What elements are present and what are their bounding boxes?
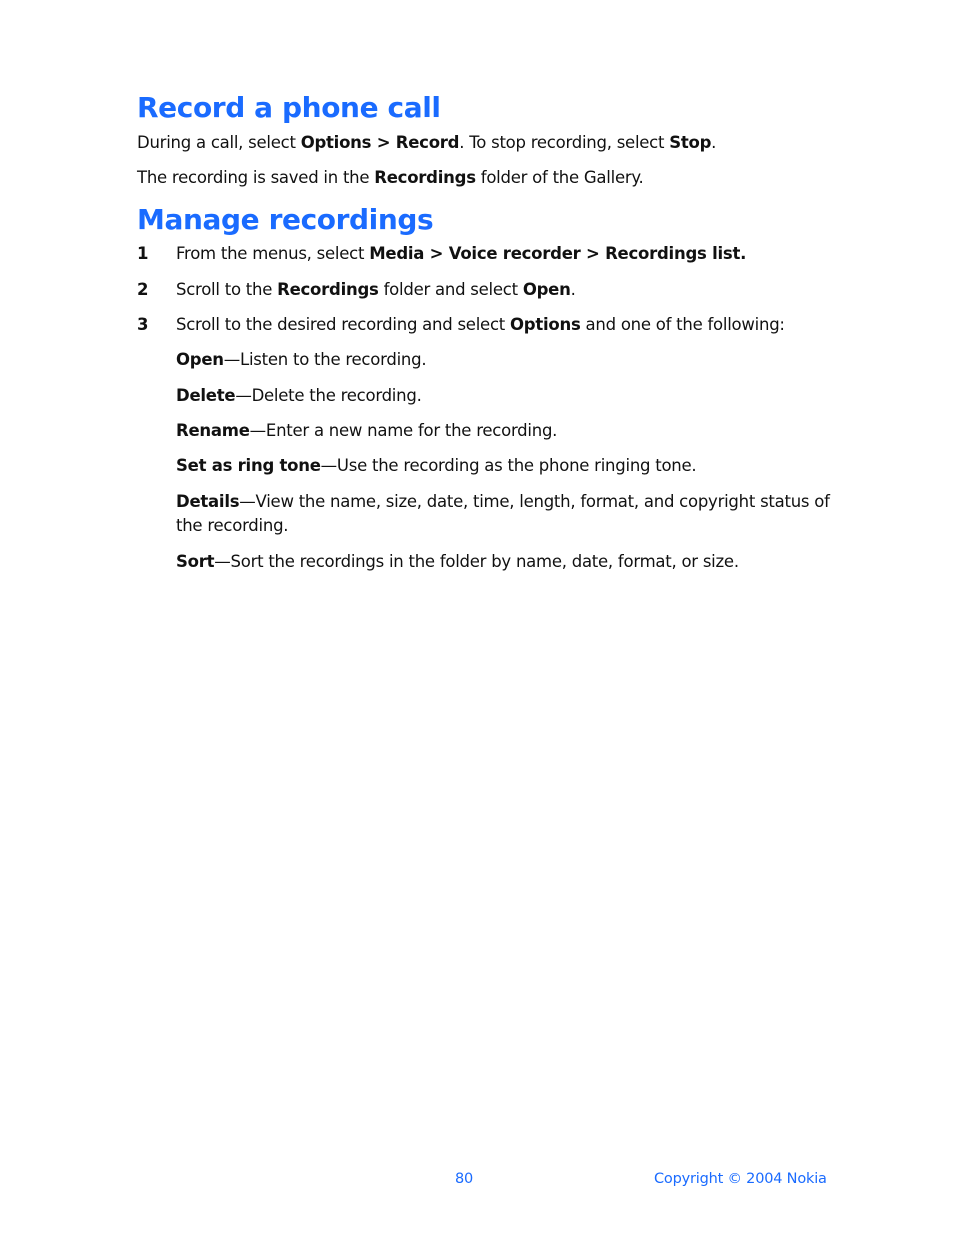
option-description: —Use the recording as the phone ringing tone. [320,456,697,475]
text-run: folder of the Gallery. [475,168,644,187]
step-text [176,278,576,302]
text-run: The recording is saved in the [137,168,375,187]
text-run: . [711,133,717,152]
option-item [176,348,831,372]
text-run: . [570,280,576,299]
option-item [176,384,831,408]
menu-path-options-record: Options > Record [300,133,460,152]
option-item [176,550,831,574]
option-description: —Delete the recording. [235,386,422,405]
option-term: Sort [176,552,215,571]
page-number: 80 [455,1171,474,1187]
folder-name: Recordings [277,280,379,299]
step-number: 2 [137,280,149,299]
text-run: Scroll to the desired recording and select [176,315,510,334]
option-term: Details [176,492,240,511]
menu-item-open: Open [522,280,571,299]
option-term: Open [176,350,224,369]
step-number: 1 [137,244,149,263]
option-item [176,419,831,443]
section-title-record-call: Record a phone call [137,91,441,124]
section-title-manage-recordings: Manage recordings [137,203,434,236]
option-description: —Enter a new name for the recording. [249,421,558,440]
text-run: . To stop recording, select [459,133,670,152]
option-term: Rename [176,421,250,440]
option-description: —Sort the recordings in the folder by name, date, format, or size. [214,552,739,571]
text-run: From the menus, select [176,244,370,263]
text-run: Scroll to the [176,280,278,299]
option-description: —View the name, size, date, time, length, format, and copyright status of the recording. [176,492,830,535]
step-text [176,313,785,337]
step-text [176,242,746,266]
option-description: —Listen to the recording. [223,350,427,369]
menu-path: Media > Voice recorder > Recordings list. [369,244,747,263]
menu-item-stop: Stop [669,133,712,152]
option-term: Set as ring tone [176,456,321,475]
recording-saved-note [137,166,644,190]
text-run: During a call, select [137,133,301,152]
folder-name-recordings: Recordings [374,168,476,187]
option-term: Delete [176,386,236,405]
copyright-notice: Copyright © 2004 Nokia [654,1171,827,1187]
text-run: folder and select [378,280,523,299]
option-item [176,490,831,538]
option-item [176,454,831,478]
menu-item-options: Options [509,315,581,334]
record-instructions [137,131,716,155]
text-run: and one of the following: [580,315,785,334]
step-number: 3 [137,315,149,334]
